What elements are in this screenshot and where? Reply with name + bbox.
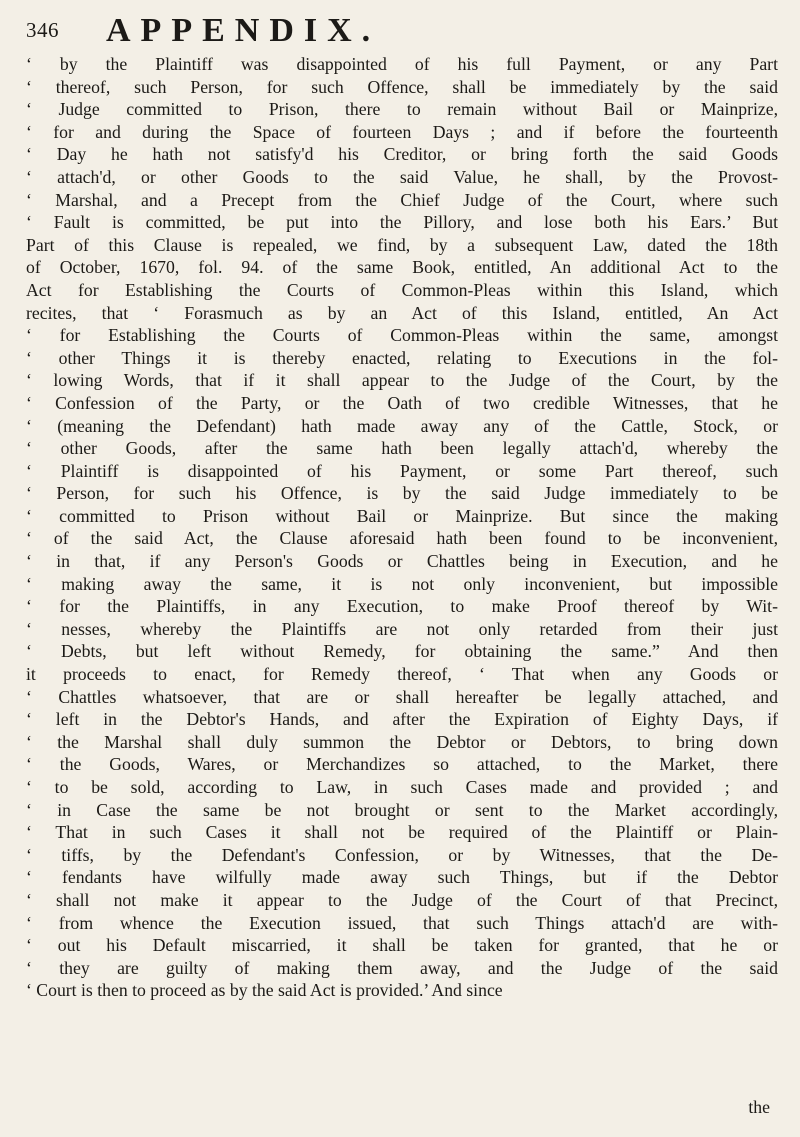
text-line: ‘ Marshal, and a Precept from the Chief Judge of the Court, where such <box>26 189 778 210</box>
text-line: ‘ committed to Prison without Bail or Mainprize. But since the making <box>26 505 778 526</box>
text-line: ‘ Plaintiff is disappointed of his Payment, or some Part thereof, such <box>26 460 778 481</box>
text-line: ‘ Fault is committed, be put into the Pillory, and lose both his Ears.’ But <box>26 212 778 233</box>
text-line: ‘ left in the Debtor's Hands, and after the Expiration of Eighty Days, if <box>26 709 778 730</box>
text-line: ‘ shall not make it appear to the Judge of the Court of that Precinct, <box>26 889 778 910</box>
text-line: ‘ to be sold, according to Law, in such Cases made and provided ; and <box>26 777 778 797</box>
text-line: Act for Establishing the Courts of Common-Pleas within this Island, which <box>26 279 778 300</box>
text-line: ‘ other Goods, after the same hath been legally attach'd, whereby the <box>26 438 778 459</box>
text-line: ‘ they are guilty of making them away, and the Judge of the said <box>26 957 778 978</box>
text-line: ‘ (meaning the Defendant) hath made away any of the Cattle, Stock, or <box>26 415 778 436</box>
text-line: ‘ for and during the Space of fourteen Days ; and if before the fourteenth <box>26 121 778 142</box>
page-number: 346 <box>26 18 59 42</box>
text-line: ‘ out his Default miscarried, it shall be taken for granted, that he or <box>26 935 778 956</box>
text-line: ‘ in Case the same be not brought or sent to the Market accordingly, <box>26 799 778 820</box>
text-line: ‘ for the Plaintiffs, in any Execution, to make Proof thereof by Wit- <box>26 596 778 617</box>
text-line: ‘ in that, if any Person's Goods or Chattles being in Execution, and he <box>26 551 778 572</box>
text-line: ‘ thereof, such Person, for such Offence, shall be immediately by the said <box>26 76 778 97</box>
text-line: ‘ Confession of the Party, or the Oath of two credible Witnesses, that he <box>26 392 778 413</box>
text-line: ‘ the Marshal shall duly summon the Debtor or Debtors, to bring down <box>26 731 778 752</box>
text-line: ‘ for Establishing the Courts of Common-Pleas within the same, amongst <box>26 325 778 346</box>
text-line: ‘ nesses, whereby the Plaintiffs are not only retarded from their just <box>26 618 778 639</box>
text-line: ‘ attach'd, or other Goods to the said Value, he shall, by the Provost- <box>26 166 778 187</box>
running-head: APPENDIX. <box>106 12 381 49</box>
text-line: of October, 1670, fol. 94. of the same Book, entitled, An additional Act to the <box>26 257 778 278</box>
text-line: recites, that ‘ Forasmuch as by an Act of this Island, entitled, An Act <box>26 302 778 323</box>
body-text <box>26 53 778 1002</box>
text-line: ‘ Person, for such his Offence, is by the said Judge immediately to be <box>26 483 778 504</box>
text-line: ‘ That in such Cases it shall not be required of the Plaintiff or Plain- <box>26 822 778 843</box>
text-line: ‘ tiffs, by the Defendant's Confession, or by Witnesses, that the De- <box>26 844 778 865</box>
text-line: ‘ Debts, but left without Remedy, for obtaining the same.” And then <box>26 641 778 662</box>
text-line: ‘ Court is then to proceed as by the said Act is provided.’ And since <box>26 980 503 1001</box>
text-line: ‘ Chattles whatsoever, that are or shall hereafter be legally attached, and <box>26 686 778 707</box>
text-line: ‘ Day he hath not satisfy'd his Creditor, or bring forth the said Goods <box>26 144 778 165</box>
text-line: it proceeds to enact, for Remedy thereof, ‘ That when any Goods or <box>26 664 778 685</box>
text-line: Part of this Clause is repealed, we find, by a subsequent Law, dated the 18th <box>26 234 778 255</box>
text-line: ‘ Judge committed to Prison, there to remain without Bail or Mainprize, <box>26 99 778 120</box>
text-line: ‘ other Things it is thereby enacted, relating to Executions in the fol- <box>26 347 778 368</box>
text-line: ‘ making away the same, it is not only inconvenient, but impossible <box>26 573 778 594</box>
text-line: ‘ fendants have wilfully made away such Things, but if the Debtor <box>26 867 778 888</box>
text-line: ‘ of the said Act, the Clause aforesaid hath been found to be inconvenient, <box>26 528 778 549</box>
text-line: ‘ from whence the Execution issued, that such Things attach'd are with- <box>26 912 778 933</box>
catchword: the <box>748 1097 770 1117</box>
text-line: ‘ by the Plaintiff was disappointed of his full Payment, or any Part <box>26 54 778 74</box>
text-line: ‘ the Goods, Wares, or Merchandizes so attached, to the Market, there <box>26 754 778 775</box>
text-line: ‘ lowing Words, that if it shall appear to the Judge of the Court, by the <box>26 370 778 391</box>
